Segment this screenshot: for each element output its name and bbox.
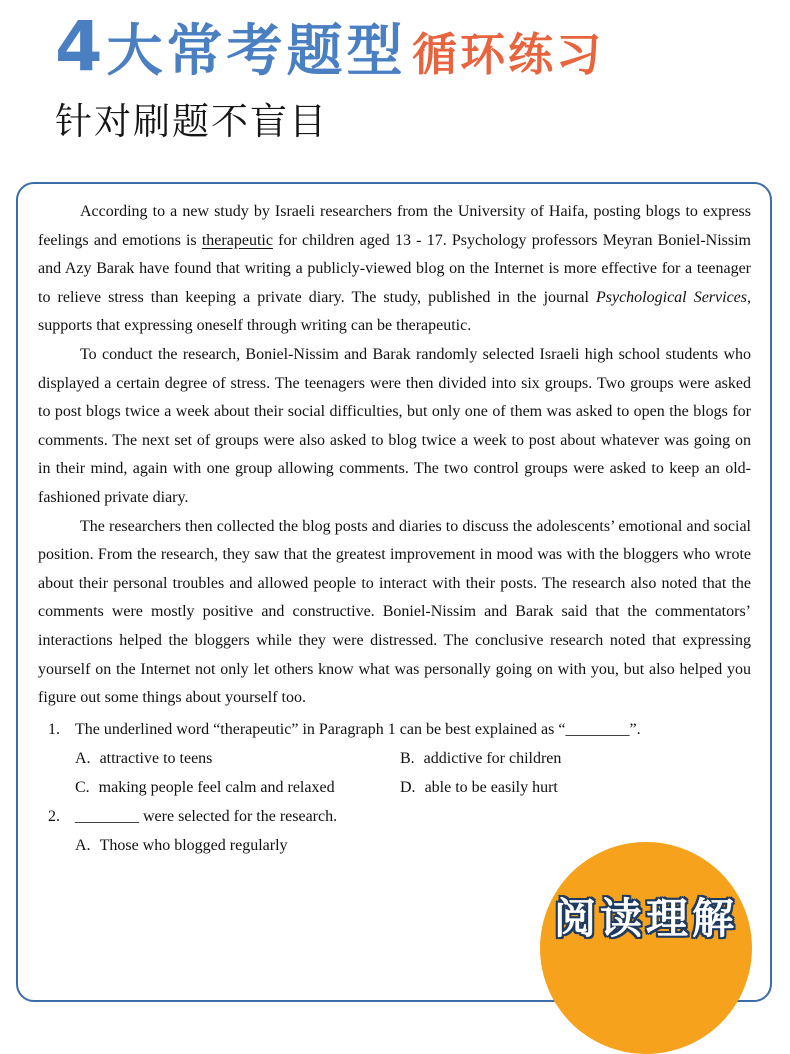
option-c-text: making people feel calm and relaxed [98,778,335,796]
question-1-stem: The underlined word “therapeutic” in Paragraph 1 can be best explained as “________”. [75,720,641,738]
question-1-options [75,744,751,802]
badge-label: 阅读理解 [553,894,738,943]
p1-text-c: , supports that expressing oneself through writing can be therapeutic. [38,288,751,335]
passage-paragraph-1 [38,198,751,341]
option-c-label: C. [75,778,90,796]
option-b [400,744,751,773]
journal-name: Psychological Services [595,288,747,306]
reading-comprehension-badge [540,842,752,1054]
option-d-text: able to be easily hurt [424,778,558,796]
question-1-number: 1. [48,720,60,738]
question-2-stem: ________ were selected for the research. [75,807,338,825]
option-d-label: D. [400,778,416,796]
questions-section [38,715,751,860]
passage-paragraph-3: The researchers then collected the blog posts and diaries to discuss the adolescents’ emotional and social position. From the research, they saw that the greatest improvement in mood was with the bloggers who wrote about their personal troubles and allowed people to interact with their posts. The research also noted that the comments were mostly positive and constructive. Boniel-Nissim and Barak said that the commentators’ interactions helped the bloggers while they were distressed. The conclusive research noted that expressing yourself on the Internet not only let others know what was personally going on with you, but also helped you figure out some things about yourself too. [38,517,751,707]
question-1-body [75,715,751,802]
option-c [75,773,400,802]
option-a-text: attractive to teens [99,749,213,767]
option-a [75,744,400,773]
question-2-number: 2. [48,807,60,825]
option-d [400,773,751,802]
p1-text-a: According to a new study by Israeli researchers from the University of Haifa, posting blogs to express feelings and emotions is [38,203,751,249]
main-title [55,10,755,85]
title-secondary: 循环练习 [412,28,605,81]
reading-passage [38,198,751,713]
page-header [55,10,755,145]
passage-paragraph-2: To conduct the research, Boniel-Nissim and Barak randomly selected Israeli high school students who displayed a certain degree of stress. The teenagers were then divided into six groups. Two groups were asked to post blogs twice a week about their social difficulties, but only one of them was asked to open the blogs for comments. The next set of groups were also asked to blog twice a week to post about whatever was going on in their mind, again with one group allowing comments. The two control groups were asked to keep an old-fashioned private diary. [38,345,751,506]
underlined-word: therapeutic [201,231,273,249]
title-primary: 4大常考题型 [55,8,407,87]
option-b-text: addictive for children [423,749,562,767]
option-b-label: B. [400,749,415,767]
question-1 [38,715,751,802]
option-a-label: A. [75,749,91,767]
question-2-option-a-label: A. [75,836,91,854]
p1-text-b: for children aged 13 - 17. Psychology professors Meyran Boniel-Nissim and Azy Barak have found that writing a publicly-viewed blog on the Internet is more effective for a teenager to relieve stress than keeping a private diary. The study, published in the journal [38,231,751,306]
subtitle: 针对刷题不盲目 [55,100,328,144]
question-2-option-a-text: Those who blogged regularly [99,836,288,854]
